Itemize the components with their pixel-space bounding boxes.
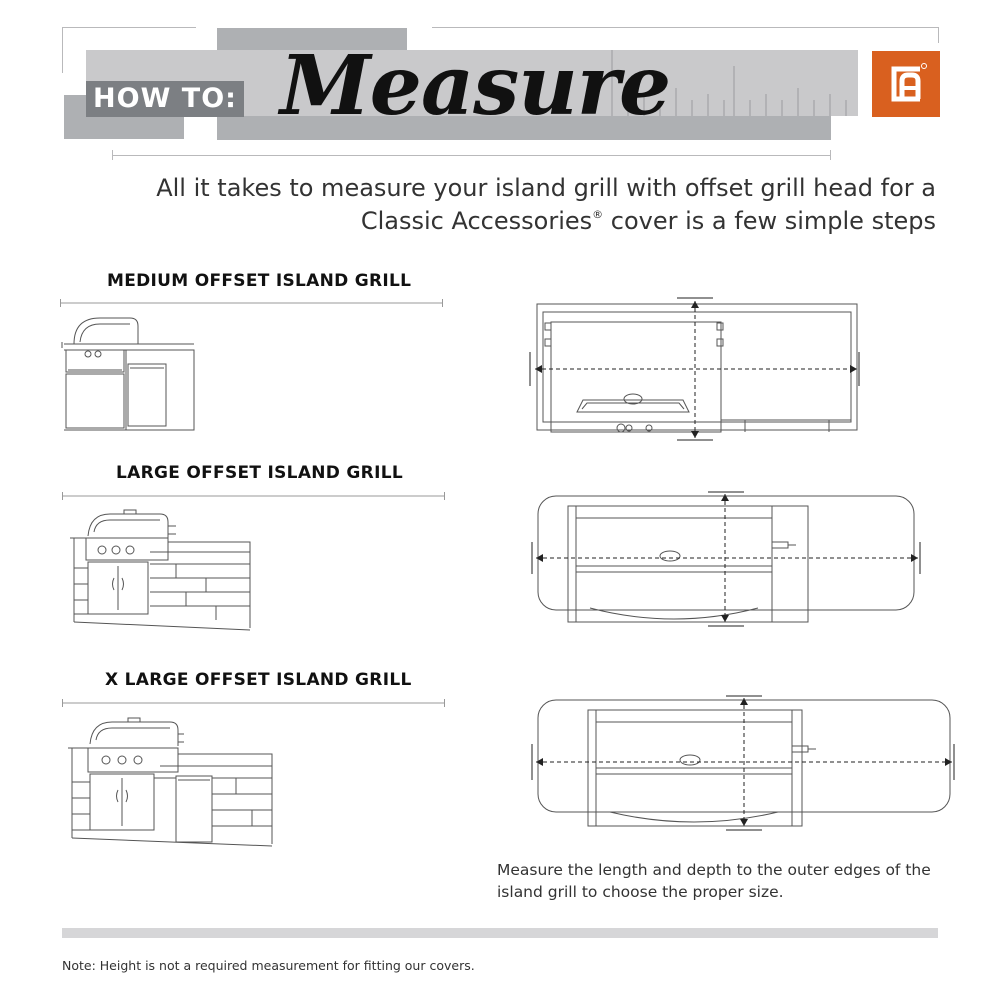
howto-label: HOW TO:	[86, 81, 244, 117]
registered-mark: ®	[592, 208, 604, 221]
brand-name: Classic Accessories	[360, 207, 593, 235]
page-title: Measure	[280, 38, 671, 134]
intro-text	[136, 172, 936, 238]
footnote: Note: Height is not a required measurement for fitting our covers.	[62, 958, 475, 973]
header-deco-line-bottom-r	[830, 150, 831, 160]
header-deco-line-right-vert	[938, 27, 939, 43]
header-deco-line-top-right	[432, 27, 938, 28]
xlarge-grill-illustration	[66, 714, 276, 854]
classic-accessories-logo-icon	[872, 51, 940, 117]
section-title-xlarge: X LARGE OFFSET ISLAND GRILL	[105, 670, 412, 690]
header-deco-line-bottom-l	[112, 150, 113, 160]
section-title-large: LARGE OFFSET ISLAND GRILL	[116, 463, 403, 483]
brand-logo	[872, 51, 940, 117]
footer-divider	[62, 928, 938, 938]
intro-line-1: All it takes to measure your island grill with offset grill head for a	[156, 174, 936, 202]
medium-grill-topview	[525, 295, 865, 440]
xlarge-grill-topview	[530, 694, 960, 834]
large-grill-topview	[530, 490, 930, 630]
header-deco-line-left-vert	[62, 27, 63, 73]
section-title-medium: MEDIUM OFFSET ISLAND GRILL	[107, 271, 412, 291]
section-rule-large	[62, 491, 447, 501]
intro-line-2	[136, 205, 936, 238]
header-deco-line-bottom	[112, 155, 830, 156]
section-rule-xlarge	[62, 698, 447, 708]
medium-grill-illustration	[60, 312, 200, 437]
large-grill-illustration	[66, 508, 256, 638]
section-rule-medium	[60, 298, 445, 308]
intro-line-2-tail: cover is a few simple steps	[603, 207, 936, 235]
header-deco-line-top-left	[62, 27, 196, 28]
measure-instruction: Measure the length and depth to the outer edges of the island grill to choose the proper size.	[497, 861, 931, 901]
